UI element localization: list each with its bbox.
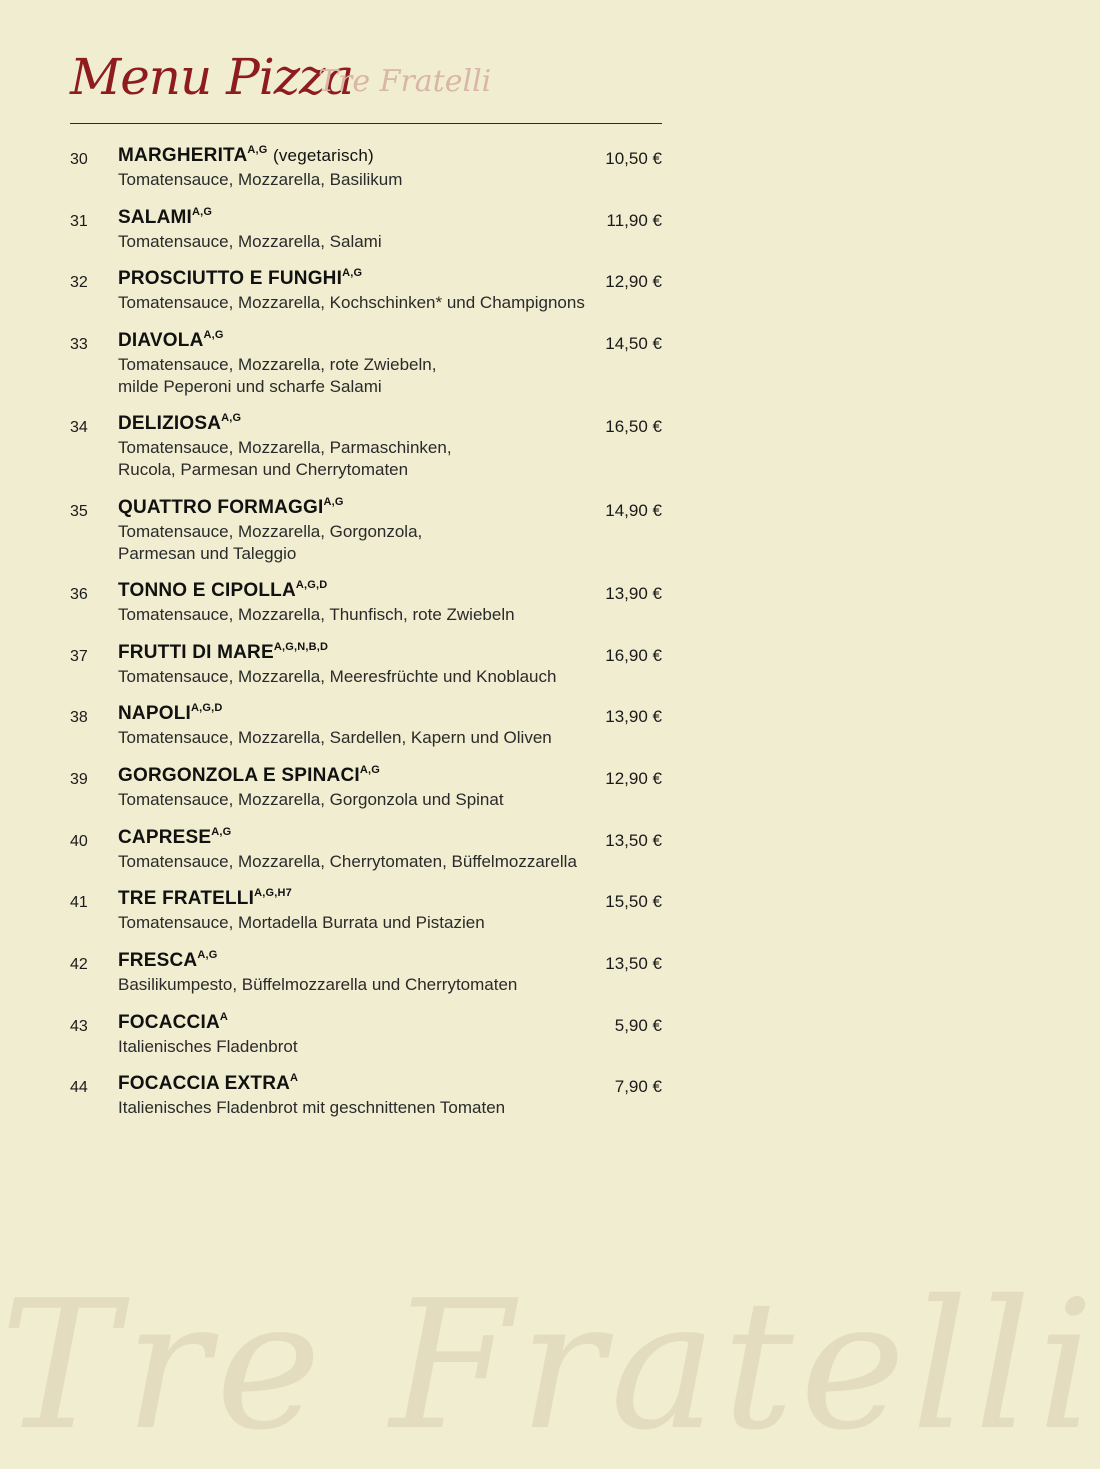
item-number: 32	[70, 274, 88, 291]
item-price: 14,90 €	[605, 501, 662, 520]
allergen-codes: A,G,H7	[254, 886, 292, 899]
description-line: milde Peperoni und scharfe Salami	[118, 377, 382, 396]
item-description	[118, 604, 515, 626]
item-number: 30	[70, 151, 88, 168]
item-number: 40	[70, 833, 88, 850]
item-name-line	[118, 580, 327, 602]
item-name-line	[118, 207, 212, 229]
item-number: 43	[70, 1018, 88, 1035]
item-price: 12,90 €	[605, 769, 662, 788]
item-name-line	[118, 1073, 298, 1095]
description-line: Tomatensauce, Mozzarella, Parmaschinken,	[118, 438, 452, 457]
item-number: 39	[70, 771, 88, 788]
description-line: Italienisches Fladenbrot mit geschnittenen Tomaten	[118, 1098, 506, 1117]
item-name: GORGONZOLA E SPINACI	[118, 765, 360, 786]
watermark-logo: Tre Fratelli	[0, 1262, 1100, 1469]
item-name-line	[118, 888, 292, 910]
item-name: FOCACCIA	[118, 1012, 220, 1033]
allergen-codes: A,G	[342, 266, 363, 279]
allergen-codes: A,G	[203, 328, 224, 341]
item-name: TONNO E CIPOLLA	[118, 580, 296, 601]
item-number: 31	[70, 213, 88, 230]
description-line: Tomatensauce, Mozzarella, Meeresfrüchte und Knoblauch	[118, 667, 557, 686]
item-price: 13,90 €	[605, 707, 662, 726]
item-name: MARGHERITA	[118, 145, 248, 166]
description-line: Tomatensauce, Mozzarella, rote Zwiebeln,	[118, 355, 437, 374]
item-description	[118, 169, 402, 191]
description-line: Tomatensauce, Mozzarella, Sardellen, Kapern und Oliven	[118, 728, 552, 747]
item-description	[118, 974, 517, 996]
item-price: 7,90 €	[614, 1077, 662, 1096]
item-number: 34	[70, 419, 88, 436]
item-price: 13,50 €	[605, 831, 662, 850]
description-line: Tomatensauce, Mortadella Burrata und Pistazien	[118, 913, 485, 932]
item-name: DIAVOLA	[118, 330, 204, 351]
item-name-line	[118, 950, 217, 972]
item-name: CAPRESE	[118, 827, 212, 848]
item-price: 16,90 €	[605, 646, 662, 665]
allergen-codes: A,G,D	[190, 701, 223, 714]
item-description	[118, 292, 585, 314]
description-line: Basilikumpesto, Büffelmozzarella und Cherrytomaten	[118, 975, 518, 994]
item-description	[118, 727, 552, 749]
allergen-codes: A,G,N,B,D	[273, 640, 329, 653]
item-name: TRE FRATELLI	[118, 888, 255, 909]
allergen-codes: A	[290, 1071, 299, 1084]
item-number: 33	[70, 336, 88, 353]
item-description	[118, 912, 485, 934]
item-price: 13,50 €	[605, 954, 662, 973]
allergen-codes: A,G	[247, 143, 268, 156]
allergen-codes: A,G,D	[295, 578, 328, 591]
item-price: 13,90 €	[605, 584, 662, 603]
item-name-line	[118, 145, 374, 167]
description-line: Rucola, Parmesan und Cherrytomaten	[118, 460, 409, 479]
item-price: 16,50 €	[605, 417, 662, 436]
item-name-line	[118, 642, 328, 664]
item-description	[118, 521, 422, 565]
item-name-line	[118, 827, 231, 849]
item-price: 15,50 €	[605, 892, 662, 911]
item-name: FRESCA	[118, 950, 198, 971]
item-name-line	[118, 703, 223, 725]
allergen-codes: A,G	[197, 948, 218, 961]
allergen-codes: A,G	[323, 495, 344, 508]
item-number: 44	[70, 1079, 88, 1096]
item-description	[118, 231, 382, 253]
item-name: NAPOLI	[118, 703, 191, 724]
item-number: 36	[70, 586, 88, 603]
item-description	[118, 666, 556, 688]
item-name-line	[118, 268, 362, 290]
item-description	[118, 437, 452, 481]
item-number: 42	[70, 956, 88, 973]
description-line: Tomatensauce, Mozzarella, Cherrytomaten, Büffelmozzarella	[118, 852, 577, 871]
item-description	[118, 1036, 298, 1058]
item-number: 38	[70, 709, 88, 726]
item-number: 35	[70, 503, 88, 520]
item-name: DELIZIOSA	[118, 413, 222, 434]
description-line: Tomatensauce, Mozzarella, Thunfisch, rote Zwiebeln	[118, 605, 515, 624]
item-name: PROSCIUTTO E FUNGHI	[118, 268, 343, 289]
menu-header	[70, 46, 662, 124]
item-name-line	[118, 330, 224, 352]
page-subtitle: Tre Fratelli	[318, 64, 492, 99]
item-description	[118, 354, 436, 398]
description-line: Italienisches Fladenbrot	[118, 1037, 298, 1056]
description-line: Tomatensauce, Mozzarella, Gorgonzola,	[118, 522, 423, 541]
item-price: 5,90 €	[614, 1016, 662, 1035]
item-description	[118, 851, 577, 873]
description-line: Tomatensauce, Mozzarella, Salami	[118, 232, 382, 251]
item-name-line	[118, 497, 344, 519]
item-price: 12,90 €	[605, 272, 662, 291]
description-line: Tomatensauce, Mozzarella, Gorgonzola und Spinat	[118, 790, 504, 809]
description-line: Tomatensauce, Mozzarella, Basilikum	[118, 170, 403, 189]
description-line: Parmesan und Taleggio	[118, 544, 297, 563]
allergen-codes: A,G	[359, 763, 381, 776]
allergen-codes: A,G	[211, 825, 232, 838]
allergen-codes: A,G	[192, 205, 213, 218]
item-name: SALAMI	[118, 207, 193, 228]
item-name: FRUTTI DI MARE	[118, 642, 274, 663]
item-number: 41	[70, 894, 88, 911]
page-title: Menu Pizza	[70, 48, 354, 106]
item-note: (vegetarisch)	[273, 146, 374, 165]
item-price: 14,50 €	[605, 334, 662, 353]
item-number: 37	[70, 648, 88, 665]
item-price: 11,90 €	[606, 211, 662, 230]
item-name-line	[118, 1012, 228, 1034]
allergen-codes: A,G	[221, 411, 242, 424]
item-description	[118, 1097, 505, 1119]
item-price: 10,50 €	[605, 149, 662, 168]
item-name-line	[118, 765, 380, 787]
item-name-line	[118, 413, 241, 435]
description-line: Tomatensauce, Mozzarella, Kochschinken* und Champignons	[118, 293, 585, 312]
item-name: QUATTRO FORMAGGI	[118, 497, 324, 518]
allergen-codes: A	[219, 1010, 229, 1023]
item-name: FOCACCIA EXTRA	[118, 1073, 291, 1094]
item-description	[118, 789, 504, 811]
